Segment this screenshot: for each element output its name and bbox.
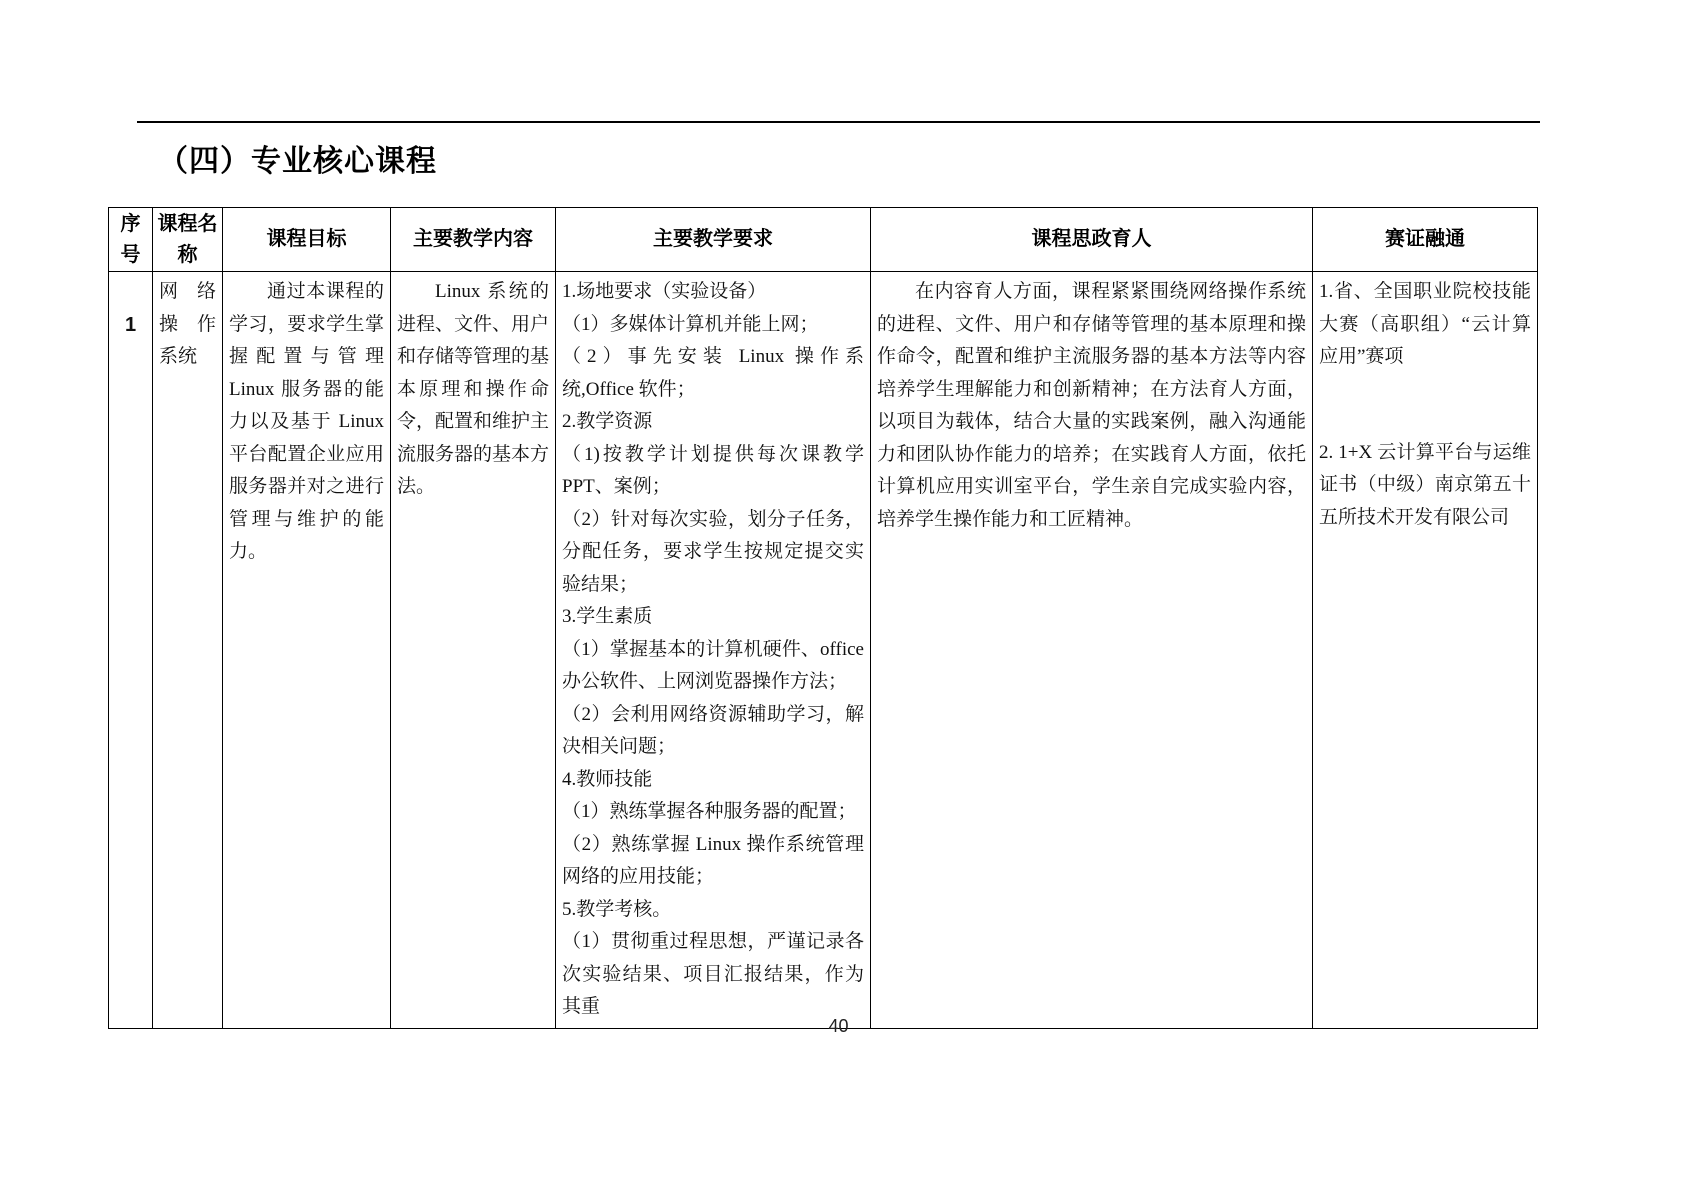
col-header-certification: 赛证融通: [1313, 208, 1538, 272]
col-header-requirements: 主要教学要求: [556, 208, 871, 272]
core-courses-table: [108, 207, 1538, 1029]
table-header-row: [109, 208, 1538, 272]
col-header-content: 主要教学内容: [391, 208, 556, 272]
text-line: （2）事先安装 Linux 操作系统,Office 软件；: [562, 346, 864, 400]
teaching-content-cell: [391, 272, 556, 1029]
text-line: 3.学生素质: [562, 606, 653, 627]
certification-integration: [1319, 276, 1531, 534]
certification-cell: [1313, 272, 1538, 1029]
text-line: 1.场地要求（实验设备）: [562, 281, 767, 302]
col-header-objectives: 课程目标: [223, 208, 391, 272]
text-line: 系统: [159, 346, 198, 367]
teaching-content: Linux 系统的进程、文件、用户和存储等管理的基本原理和操作命令，配置和维护主流服务器的基本方法。: [397, 281, 550, 497]
row-index: 1: [124, 314, 137, 336]
ideology-education-cell: [871, 272, 1313, 1029]
text-line: （2）针对每次实验，划分子任务，分配任务，要求学生按规定提交实验结果；: [562, 508, 864, 595]
text-line: （1)按教学计划提供每次课教学 PPT、案例；: [562, 443, 864, 497]
row-index-cell: [109, 272, 153, 1029]
text-line: [1319, 374, 1531, 437]
teaching-requirements: [562, 276, 864, 1024]
teaching-requirements-cell: [556, 272, 871, 1029]
text-line: （1）掌握基本的计算机硬件、office 办公软件、上网浏览器操作方法；: [562, 638, 864, 692]
col-header-index: 序号: [109, 208, 153, 272]
col-header-course-name: 课程名称: [153, 208, 223, 272]
text-line: 网 络: [159, 281, 217, 302]
text-line: （1）多媒体计算机并能上网；: [562, 313, 819, 335]
text-line: 4.教师技能: [562, 768, 653, 790]
course-name: [159, 276, 216, 374]
text-line: 2. 1+X 云计算平台与运维证书（中级）南京第五十五所技术开发有限公司: [1319, 441, 1531, 528]
text-line: （1）熟练掌握各种服务器的配置；: [562, 801, 857, 822]
page-number: 40: [828, 1016, 849, 1036]
course-objectives-cell: [223, 272, 391, 1029]
course-name-cell: [153, 272, 223, 1029]
course-objectives: 通过本课程的学习，要求学生掌握配置与管理 Linux 服务器的能力以及基于 Linux 平台配置企业应用服务器并对之进行管理与维护的能力。: [229, 281, 384, 562]
text-line: （2）会利用网络资源辅助学习，解决相关问题；: [562, 703, 864, 757]
text-line: （1）贯彻重过程思想，严谨记录各次实验结果、项目汇报结果，作为其重: [562, 931, 864, 1017]
text-line: 操 作: [159, 313, 217, 335]
text-line: 2.教学资源: [562, 411, 653, 432]
text-line: （2）熟练掌握 Linux 操作系统管理网络的应用技能；: [562, 833, 864, 887]
col-header-ideology: 课程思政育人: [871, 208, 1313, 272]
text-line: 1.省、全国职业院校技能大赛（高职组）“云计算应用”赛项: [1319, 281, 1531, 367]
section-title: （四）专业核心课程: [158, 145, 437, 178]
text-line: 5.教学考核。: [562, 898, 672, 920]
ideology-education: 在内容育人方面，课程紧紧围绕网络操作系统的进程、文件、用户和存储等管理的基本原理和操作命令，配置和维护主流服务器的基本方法等内容培养学生理解能力和创新精神；在方法育人方面，以项目为载体，结合大量的实践案例，融入沟通能力和团队协作能力的培养；在实践育人方面，依托计算机应用实训室平台，学生亲自完成实验内容，培养学生操作能力和工匠精神。: [877, 281, 1306, 530]
table-row: [109, 272, 1538, 1029]
header-rule: [137, 121, 1540, 123]
